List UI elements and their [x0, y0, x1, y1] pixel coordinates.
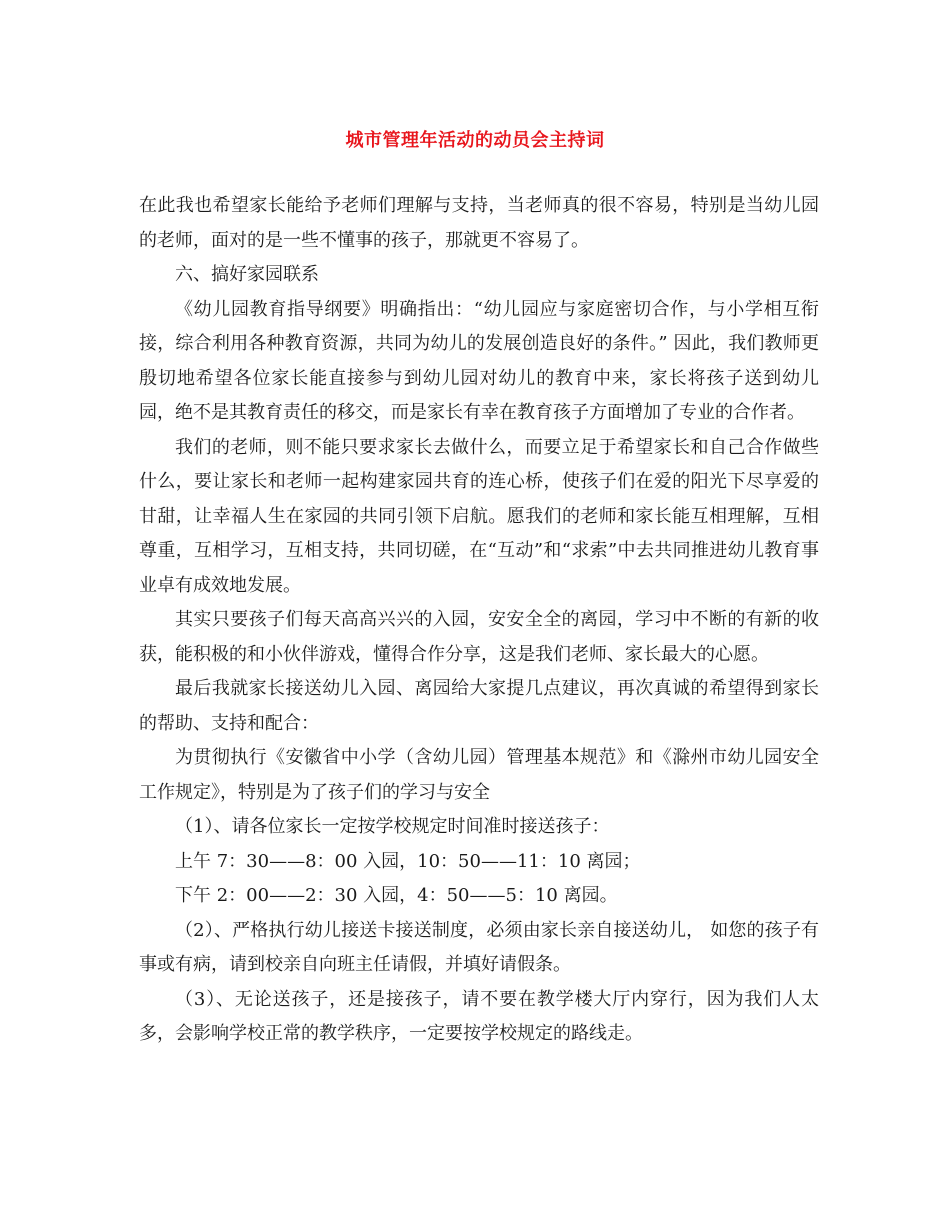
paragraph-1: 在此我也希望家长能给予老师们理解与支持，当老师真的很不容易，特别是当幼儿园的老师，面对的是一些不懂事的孩子，那就更不容易了。	[139, 195, 819, 251]
section-heading-6: 六、搞好家园联系	[175, 264, 319, 285]
list-item-1: （1）、请各位家长一定按学校规定时间准时接送孩子：	[175, 816, 610, 837]
schedule-afternoon: 下午 2：00——2：30 入园，4：50——5：10 离园。	[175, 885, 618, 906]
list-item-3: （3）、无论送孩子，还是接孩子，请不要在教学楼大厅内穿行，因为我们人太多，会影响学校正常的教学秩序，一定要按学校规定的路线走。	[139, 988, 819, 1044]
document-body	[139, 189, 819, 1052]
paragraph-regulations: 为贯彻执行《安徽省中小学（含幼儿园）管理基本规范》和《滁州市幼儿园安全工作规定》，特别是为了孩子们的学习与安全	[139, 747, 819, 803]
paragraph-wish: 其实只要孩子们每天高高兴兴的入园，安安全全的离园，学习中不断的有新的收获，能积极的和小伙伴游戏，懂得合作分享，这是我们老师、家长最大的心愿。	[139, 609, 819, 665]
document-title: 城市管理年活动的动员会主持词	[345, 130, 605, 151]
paragraph-suggestions: 最后我就家长接送幼儿入园、离园给大家提几点建议，再次真诚的希望得到家长的帮助、支持和配合：	[139, 678, 819, 734]
paragraph-guideline: 《幼儿园教育指导纲要》明确指出：“幼儿园应与家庭密切合作，与小学相互衔接，综合利用各种教育资源，共同为幼儿的发展创造良好的条件。” 因此，我们教师更殷切地希望各位家长能直接参与到幼儿园对幼儿的教育中来，家长将孩子送到幼儿园，绝不是其教育责任的移交，而是家长有幸在教育孩子方面增加了专业的合作者。	[139, 298, 819, 423]
paragraph-teachers: 我们的老师，则不能只要求家长去做什么，而要立足于希望家长和自己合作做些什么，要让家长和老师一起构建家园共育的连心桥，使孩子们在爱的阳光下尽享爱的甘甜，让幸福人生在家园的共同引领下启航。愿我们的老师和家长能互相理解，互相尊重，互相学习，互相支持，共同切磋，在“互动”和“求索”中去共同推进幼儿教育事业卓有成效地发展。	[139, 436, 819, 596]
schedule-morning: 上午 7：30——8：00 入园，10：50——11：10 离园；	[175, 850, 641, 872]
list-item-2: （2）、严格执行幼儿接送卡接送制度，必须由家长亲自接送幼儿， 如您的孩子有事或有病，请到校亲自向班主任请假，并填好请假条。	[139, 919, 819, 975]
